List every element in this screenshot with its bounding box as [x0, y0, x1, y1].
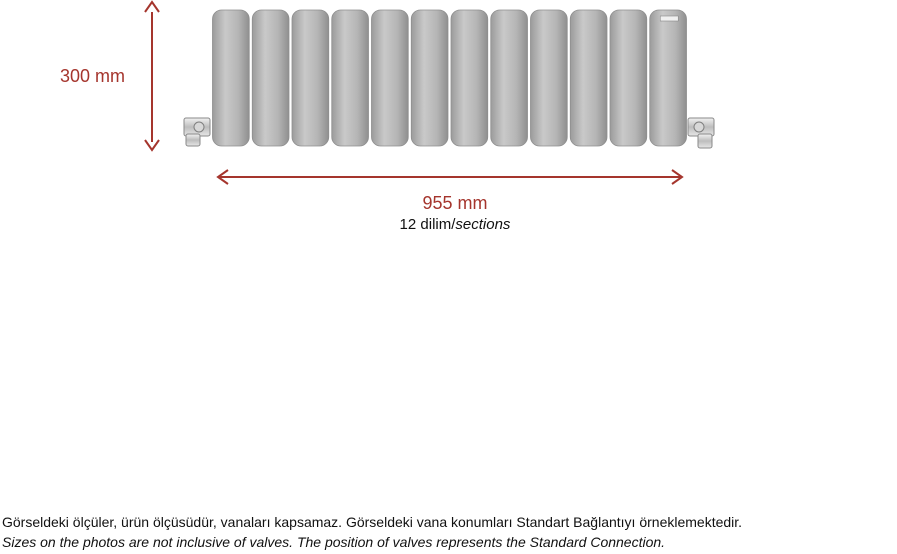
height-dimension-label: 300 mm: [60, 66, 126, 86]
radiator-sections: [213, 10, 687, 146]
right-valve: [688, 118, 714, 148]
radiator-section: [213, 10, 250, 146]
radiator-section: [451, 10, 488, 146]
radiator-section: [491, 10, 528, 146]
radiator-section: [531, 10, 568, 146]
radiator-section: [411, 10, 448, 146]
left-valve: [184, 118, 210, 146]
sections-count-label: [355, 216, 555, 233]
radiator-section: [570, 10, 607, 146]
radiator-section: [650, 10, 687, 146]
radiator-section: [610, 10, 647, 146]
width-dimension-label: 955 mm: [422, 193, 488, 213]
turkish-note: Görseldeki ölçüler, ürün ölçüsüdür, vanaları kapsamaz. Görseldeki vana konumları Standart Bağlantıyı örneklemektedir.: [2, 514, 743, 530]
sections-english-text: sections: [455, 216, 511, 233]
radiator-section: [332, 10, 369, 146]
radiator-section: [252, 10, 289, 146]
width-arrow: [218, 170, 682, 184]
brand-plate: [660, 16, 678, 21]
english-note: Sizes on the photos are not inclusive of valves. The position of valves represents the Standard Connection.: [2, 534, 666, 550]
height-arrow: [145, 2, 159, 150]
radiator-section: [372, 10, 409, 146]
radiator-section: [292, 10, 329, 146]
sections-count-text: 12 dilim/: [399, 216, 456, 233]
